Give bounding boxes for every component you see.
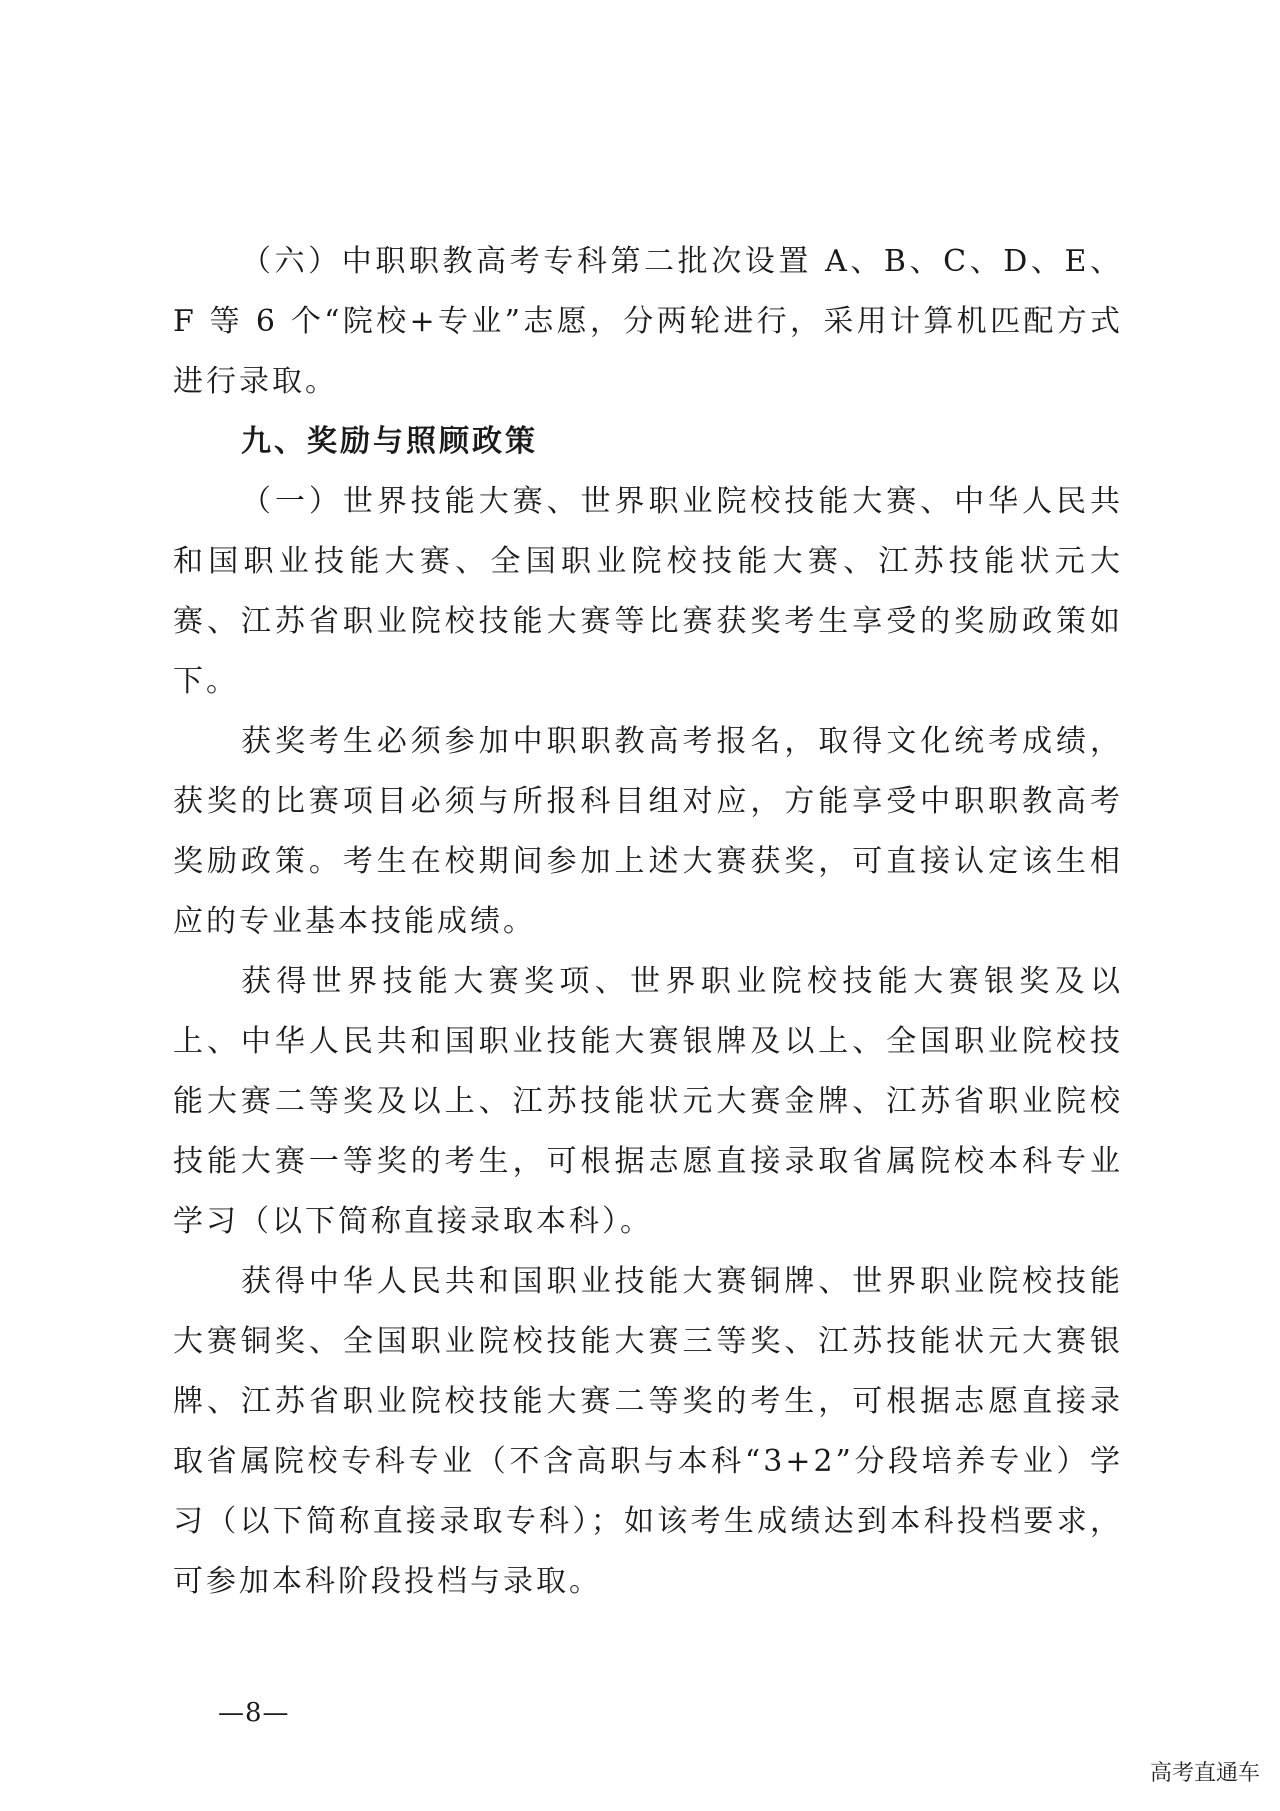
page-number: —8— xyxy=(218,1698,290,1728)
paragraph-direct-junior-college: 获得中华人民共和国职业技能大赛铜牌、世界职业院校技能大赛铜奖、全国职业院校技能大赛三等奖、江苏技能状元大赛银牌、江苏省职业院校技能大赛二等奖的考生，可根据志愿直接录取省属院校专科专业（不含高职与本科“3+2”分段培养专业）学习（以下简称直接录取专科）；如该考生成绩达到本科投档要求，可参加本科阶段投档与录取。 xyxy=(173,1264,1123,1599)
section-heading-awards: 九、奖励与照顾政策 xyxy=(241,424,538,459)
paragraph-eligibility: 获奖考生必须参加中职职教高考报名，取得文化统考成绩，获奖的比赛项目必须与所报科目组对应，方能享受中职职教高考奖励政策。考生在校期间参加上述大赛获奖，可直接认定该生相应的专业基本技能成绩。 xyxy=(173,724,1123,939)
paragraph-batch-six: （六）中职职教高考专科第二批次设置 A、B、C、D、E、F 等 6 个“院校+专业”志愿，分两轮进行，采用计算机匹配方式进行录取。 xyxy=(173,244,1123,399)
document-body xyxy=(173,232,1123,1612)
paragraph-direct-undergraduate: 获得世界技能大赛奖项、世界职业院校技能大赛银奖及以上、中华人民共和国职业技能大赛银牌及以上、全国职业院校技能大赛二等奖及以上、江苏技能状元大赛金牌、江苏省职业院校技能大赛一等奖的考生，可根据志愿直接录取省属院校本科专业学习（以下简称直接录取本科）。 xyxy=(173,964,1123,1239)
watermark-text: 高考直通车 xyxy=(1149,1761,1260,1786)
paragraph-competitions: （一）世界技能大赛、世界职业院校技能大赛、中华人民共和国职业技能大赛、全国职业院校技能大赛、江苏技能状元大赛、江苏省职业院校技能大赛等比赛获奖考生享受的奖励政策如下。 xyxy=(173,484,1123,699)
